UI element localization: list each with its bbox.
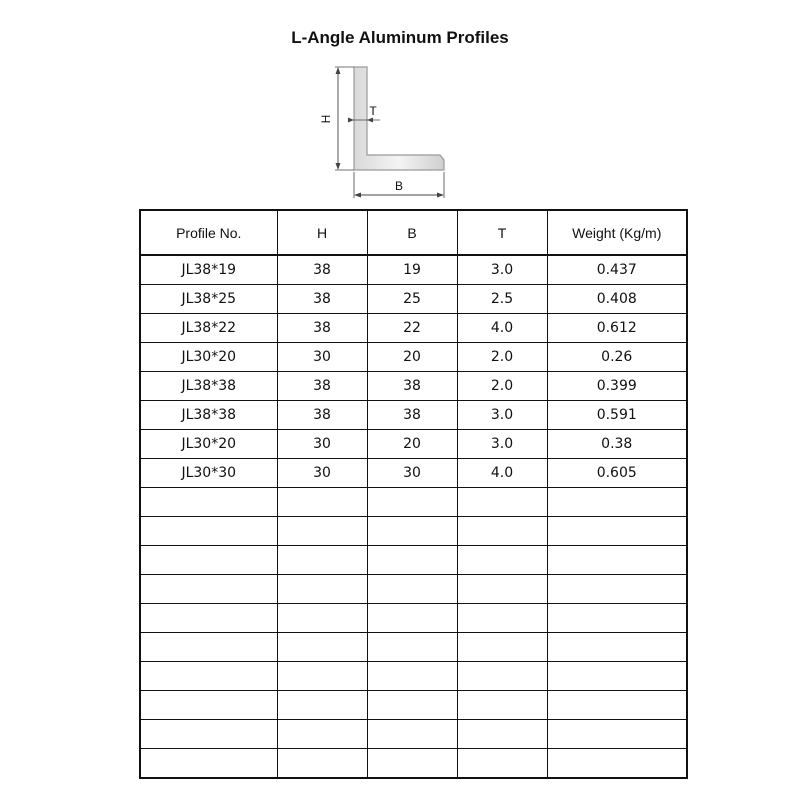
cell-t [457,546,547,575]
cell-h [277,633,367,662]
cell-profile-no: JL30*20 [140,343,277,372]
cell-b: 20 [367,343,457,372]
cell-h [277,488,367,517]
cell-h [277,662,367,691]
cell-t [457,691,547,720]
cell-profile-no: JL38*38 [140,372,277,401]
cell-profile-no [140,517,277,546]
cell-weight: 0.612 [547,314,687,343]
cell-weight: 0.38 [547,430,687,459]
cell-profile-no [140,546,277,575]
cell-weight [547,604,687,633]
cell-weight [547,546,687,575]
header-h: H [277,210,367,255]
cell-t: 3.0 [457,255,547,285]
cell-h: 38 [277,255,367,285]
cell-t [457,517,547,546]
cell-b: 38 [367,401,457,430]
table-row [140,604,687,633]
cell-weight: 0.591 [547,401,687,430]
cell-profile-no: JL30*30 [140,459,277,488]
cell-profile-no: JL38*25 [140,285,277,314]
cell-h: 30 [277,343,367,372]
page-title: L-Angle Aluminum Profiles [291,28,509,47]
cell-t [457,488,547,517]
cell-h: 38 [277,372,367,401]
cell-b [367,691,457,720]
table-row [140,401,687,430]
cell-h [277,720,367,749]
table-row [140,546,687,575]
cell-b: 20 [367,430,457,459]
table-row [140,691,687,720]
cell-weight [547,633,687,662]
cell-b: 19 [367,255,457,285]
cell-t [457,749,547,779]
table-header-row [140,210,687,255]
profile-spec-table [139,209,688,779]
cell-b [367,604,457,633]
cell-t: 3.0 [457,401,547,430]
table-row [140,372,687,401]
cell-profile-no [140,691,277,720]
cell-b [367,662,457,691]
cell-b [367,488,457,517]
table-row [140,749,687,779]
table-row [140,343,687,372]
cell-b [367,720,457,749]
table-body [140,255,687,778]
table-row [140,488,687,517]
table-row [140,662,687,691]
cell-h: 38 [277,314,367,343]
cell-h: 30 [277,430,367,459]
cell-t: 3.0 [457,430,547,459]
l-angle-profile-diagram [0,0,800,210]
cell-profile-no: JL38*19 [140,255,277,285]
cell-t [457,662,547,691]
cell-h [277,749,367,779]
cell-profile-no [140,575,277,604]
cell-t [457,633,547,662]
cell-h [277,604,367,633]
cell-h [277,691,367,720]
table-row [140,459,687,488]
cell-weight [547,691,687,720]
cell-t: 2.0 [457,372,547,401]
cell-h: 38 [277,401,367,430]
height-dimension [335,67,354,170]
cell-b: 38 [367,372,457,401]
cell-weight [547,720,687,749]
cell-weight: 0.399 [547,372,687,401]
label-t: T [369,104,377,118]
table-row [140,285,687,314]
cell-t [457,604,547,633]
cell-t: 4.0 [457,459,547,488]
cell-h: 38 [277,285,367,314]
cell-profile-no: JL38*38 [140,401,277,430]
header-weight: Weight (Kg/m) [547,210,687,255]
table-row [140,517,687,546]
cell-b [367,546,457,575]
header-t: T [457,210,547,255]
table-row [140,633,687,662]
cell-b [367,749,457,779]
cell-profile-no [140,662,277,691]
label-b: B [394,179,404,193]
cell-h [277,517,367,546]
cell-b [367,633,457,662]
label-h: H [319,114,333,124]
cell-b [367,575,457,604]
cell-profile-no [140,633,277,662]
cell-weight [547,575,687,604]
cell-b [367,517,457,546]
cell-profile-no [140,749,277,779]
cell-profile-no [140,720,277,749]
table-row [140,314,687,343]
cell-weight: 0.408 [547,285,687,314]
cell-t: 4.0 [457,314,547,343]
header-profile-no: Profile No. [140,210,277,255]
cell-weight [547,488,687,517]
cell-t [457,720,547,749]
cell-t: 2.5 [457,285,547,314]
table-row [140,575,687,604]
l-profile-shape [354,67,444,170]
table-row [140,255,687,285]
cell-profile-no: JL30*20 [140,430,277,459]
cell-profile-no [140,488,277,517]
cell-b: 25 [367,285,457,314]
cell-weight [547,749,687,779]
table-row [140,430,687,459]
cell-weight [547,662,687,691]
cell-h [277,575,367,604]
cell-weight [547,517,687,546]
cell-b: 30 [367,459,457,488]
header-b: B [367,210,457,255]
table-row [140,720,687,749]
cell-profile-no [140,604,277,633]
cell-profile-no: JL38*22 [140,314,277,343]
cell-h [277,546,367,575]
cell-t: 2.0 [457,343,547,372]
cell-weight: 0.26 [547,343,687,372]
cell-weight: 0.437 [547,255,687,285]
cell-h: 30 [277,459,367,488]
cell-t [457,575,547,604]
cell-weight: 0.605 [547,459,687,488]
cell-b: 22 [367,314,457,343]
